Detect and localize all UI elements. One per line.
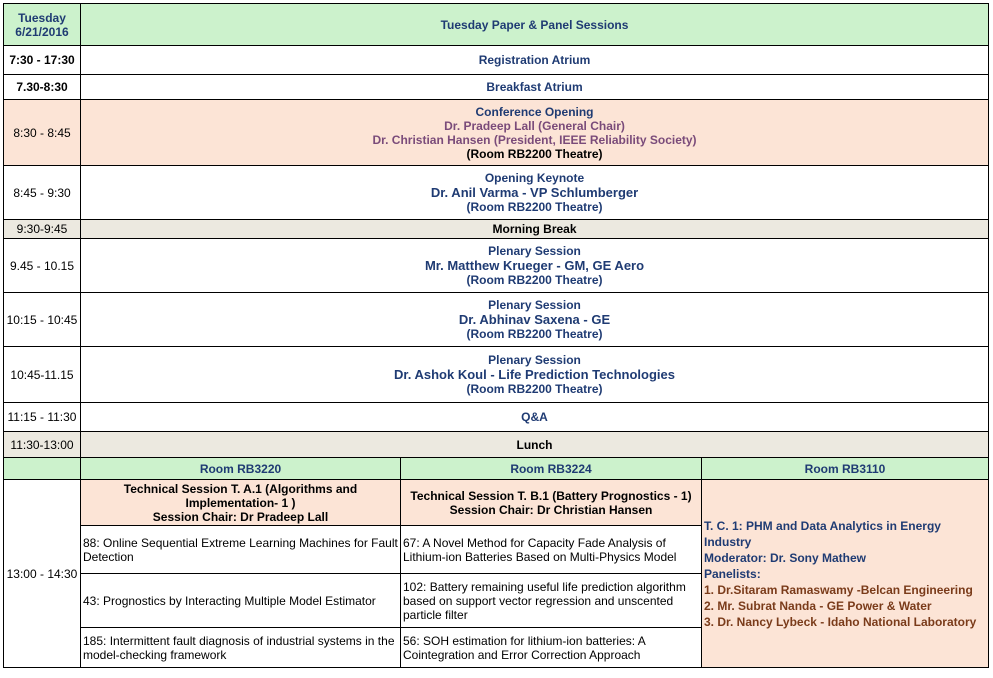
time-cell: 10:45-11.15 bbox=[4, 347, 81, 403]
time-cell: 9:30-9:45 bbox=[4, 220, 81, 239]
speaker-line: Dr. Anil Varma - VP Schlumberger bbox=[430, 185, 639, 200]
room-header: Room RB3224 bbox=[401, 458, 702, 480]
time-cell: 10:15 - 10:45 bbox=[4, 293, 81, 347]
date-label: 6/21/2016 bbox=[15, 24, 69, 39]
session-title: Conference Opening bbox=[475, 104, 594, 119]
moderator: Moderator: Dr. Sony Mathew bbox=[704, 550, 867, 565]
event-cell: Lunch bbox=[81, 432, 989, 458]
session-title: Technical Session T. B.1 (Battery Prognostics - 1) bbox=[410, 488, 692, 503]
schedule-table bbox=[3, 3, 989, 668]
table-row bbox=[4, 432, 989, 458]
session-title: Opening Keynote bbox=[484, 171, 585, 185]
panelist: 3. Dr. Nancy Lybeck - Idaho National Laboratory bbox=[704, 614, 977, 629]
session-b-header bbox=[401, 480, 702, 526]
event-cell: Breakfast Atrium bbox=[81, 75, 989, 100]
session-chair: Session Chair: Dr Christian Hansen bbox=[449, 502, 653, 517]
event-cell bbox=[81, 347, 989, 403]
table-row bbox=[4, 403, 989, 432]
room-label: (Room RB2200 Theatre) bbox=[466, 327, 603, 341]
paper-cell: 56: SOH estimation for lithium-ion batteries: A Cointegration and Error Correction Approach bbox=[401, 628, 702, 668]
room-header: Room RB3220 bbox=[81, 458, 401, 480]
day-label: Tuesday bbox=[18, 10, 66, 25]
room-label: (Room RB2200 Theatre) bbox=[466, 273, 603, 287]
room-header: Room RB3110 bbox=[702, 458, 989, 480]
time-cell: 13:00 - 14:30 bbox=[4, 480, 81, 668]
event-cell bbox=[81, 293, 989, 347]
speaker-line: Dr. Pradeep Lall (General Chair) bbox=[444, 118, 625, 133]
time-cell: 8:30 - 8:45 bbox=[4, 100, 81, 166]
event-cell: Morning Break bbox=[81, 220, 989, 239]
event-cell bbox=[81, 166, 989, 220]
day-cell bbox=[4, 4, 81, 46]
table-row bbox=[4, 166, 989, 220]
session-title: Plenary Session bbox=[488, 353, 581, 367]
table-row bbox=[4, 75, 989, 100]
session-title: Technical Session T. A.1 (Algorithms and bbox=[123, 481, 358, 496]
event-cell bbox=[81, 100, 989, 166]
page-title: Tuesday Paper & Panel Sessions bbox=[81, 4, 989, 46]
time-cell: 8:45 - 9:30 bbox=[4, 166, 81, 220]
table-row bbox=[4, 220, 989, 239]
panelists-label: Panelists: bbox=[704, 566, 761, 581]
room-label: (Room RB2200 Theatre) bbox=[466, 146, 603, 161]
table-row bbox=[4, 480, 989, 526]
event-cell bbox=[81, 239, 989, 293]
paper-cell: 43: Prognostics by Interacting Multiple Model Estimator bbox=[81, 574, 401, 628]
paper-cell: 102: Battery remaining useful life prediction algorithm based on support vector regression and unscented particle filter bbox=[401, 574, 702, 628]
time-cell: 9.45 - 10.15 bbox=[4, 239, 81, 293]
header-row bbox=[4, 4, 989, 46]
panelist: 1. Dr.Sitaram Ramaswamy -Belcan Engineering bbox=[704, 582, 973, 597]
panelist: 2. Mr. Subrat Nanda - GE Power & Water bbox=[704, 598, 932, 613]
paper-cell: 185: Intermittent fault diagnosis of industrial systems in the model-checking framework bbox=[81, 628, 401, 668]
event-cell: Registration Atrium bbox=[81, 46, 989, 75]
panel-code: T. C. 1: bbox=[704, 518, 743, 533]
paper-cell: 88: Online Sequential Extreme Learning Machines for Fault Detection bbox=[81, 526, 401, 574]
speaker-line: Dr. Abhinav Saxena - GE bbox=[458, 312, 611, 327]
session-title: Plenary Session bbox=[488, 298, 581, 312]
session-a-header bbox=[81, 480, 401, 526]
empty-cell bbox=[4, 458, 81, 480]
speaker-line: Dr. Christian Hansen (President, IEEE Reliability Society) bbox=[372, 132, 697, 147]
time-cell: 7:30 - 17:30 bbox=[4, 46, 81, 75]
table-row bbox=[4, 46, 989, 75]
speaker-line: Mr. Matthew Krueger - GM, GE Aero bbox=[424, 258, 645, 273]
panel-title: PHM and Data Analytics in Energy Industry bbox=[704, 518, 941, 549]
room-label: (Room RB2200 Theatre) bbox=[466, 382, 603, 396]
room-header-row bbox=[4, 458, 989, 480]
panel-session bbox=[702, 480, 989, 668]
table-row bbox=[4, 293, 989, 347]
paper-cell: 67: A Novel Method for Capacity Fade Analysis of Lithium-ion Batteries Based on Multi-Physics Model bbox=[401, 526, 702, 574]
speaker-line: Dr. Ashok Koul - Life Prediction Technologies bbox=[394, 367, 675, 382]
time-cell: 7.30-8:30 bbox=[4, 75, 81, 100]
session-title: Implementation- 1 ) bbox=[185, 495, 296, 510]
table-row bbox=[4, 347, 989, 403]
table-row bbox=[4, 100, 989, 166]
event-cell: Q&A bbox=[81, 403, 989, 432]
time-cell: 11:30-13:00 bbox=[4, 432, 81, 458]
room-label: (Room RB2200 Theatre) bbox=[466, 200, 603, 214]
table-row bbox=[4, 239, 989, 293]
session-chair: Session Chair: Dr Pradeep Lall bbox=[152, 509, 329, 524]
session-title: Plenary Session bbox=[488, 244, 581, 258]
time-cell: 11:15 - 11:30 bbox=[4, 403, 81, 432]
